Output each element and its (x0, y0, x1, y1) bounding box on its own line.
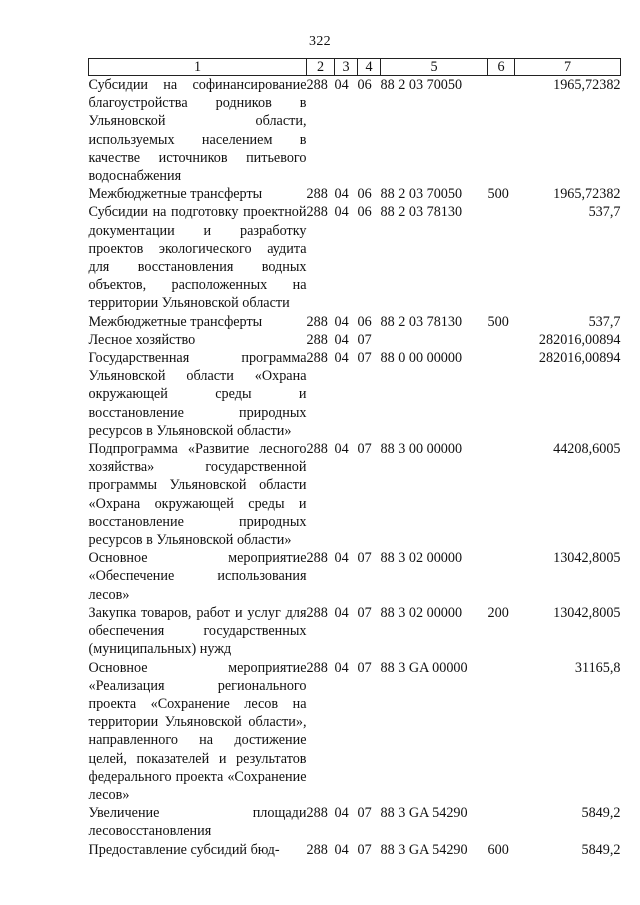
row-gr: 288 (306, 331, 328, 348)
row-vr (488, 549, 515, 604)
row-gr: 288 (306, 77, 328, 93)
row-sum: 13042,8005 (553, 604, 621, 621)
row-csr: 88 2 03 78130 (380, 313, 463, 330)
row-name: Лесное хозяйство (88, 331, 196, 348)
row-rz: 04 (334, 186, 349, 203)
row-rz: 04 (334, 604, 349, 621)
header-col-7: 7 (515, 59, 621, 76)
row-pr: 06 (357, 204, 372, 221)
row-csr: 88 2 03 78130 (380, 204, 463, 221)
row-vr: 500 (487, 313, 509, 330)
table-row (89, 185, 621, 203)
table-row (89, 659, 621, 805)
row-sum: 31165,8 (574, 659, 621, 676)
row-gr: 288 (306, 441, 328, 458)
table-row (89, 549, 621, 604)
row-vr: 500 (487, 186, 509, 203)
table-row (89, 76, 621, 186)
header-col-4: 4 (358, 59, 381, 76)
row-name: Государственная программа Ульяновской области «Охрана окружающей среды и восстановление природных ресурсов в Ульяновской области» (88, 350, 307, 439)
table-row (89, 331, 621, 349)
row-pr: 07 (357, 659, 372, 676)
table-row (89, 604, 621, 659)
row-rz: 04 (334, 659, 349, 676)
row-csr (381, 331, 488, 349)
row-name: Межбюджетные трансферты (88, 313, 263, 330)
row-rz: 04 (334, 313, 349, 330)
row-rz: 04 (334, 350, 349, 367)
row-vr (488, 203, 515, 312)
row-name: Увеличение площади лесовосстановления (88, 805, 307, 840)
row-gr: 288 (306, 604, 328, 621)
row-pr: 07 (357, 550, 372, 567)
row-sum: 1965,72382 (553, 77, 621, 93)
row-sum: 5849,2 (581, 805, 621, 822)
row-name: Закупка товаров, работ и услуг для обеспечения государственных (муниципальных) нужд (88, 604, 307, 658)
row-pr: 07 (357, 441, 372, 458)
table-row (89, 313, 621, 331)
header-col-2: 2 (307, 59, 335, 76)
row-rz: 04 (334, 331, 349, 348)
row-csr: 88 2 03 70050 (380, 77, 463, 93)
row-pr: 06 (357, 313, 372, 330)
row-gr: 288 (306, 313, 328, 330)
row-csr: 88 3 GA 54290 (380, 841, 468, 858)
row-csr: 88 3 02 00000 (380, 604, 463, 621)
row-csr: 88 3 00 00000 (380, 441, 463, 458)
table-row (89, 349, 621, 440)
header-col-6: 6 (488, 59, 515, 76)
row-name: Субсидии на софинансирование благоустройства родников в Ульяновской области, используемых населением в качестве источников питьевого водоснабжения (88, 77, 307, 185)
budget-table (88, 58, 621, 859)
row-pr: 06 (357, 186, 372, 203)
row-vr (488, 440, 515, 549)
row-vr: 200 (487, 604, 509, 621)
table-row (89, 804, 621, 840)
row-pr: 07 (357, 604, 372, 621)
row-vr (488, 659, 515, 805)
row-rz: 04 (334, 441, 349, 458)
row-name: Предоставление субсидий бюд- (88, 841, 280, 858)
row-name: Основное мероприятие «Реализация регионального проекта «Сохранение лесов на территории Ульяновской области», направленного на достижение целей, показателей и результатов федерального проекта «Сохранение лесов» (88, 659, 307, 803)
row-name: Межбюджетные трансферты (88, 186, 263, 203)
row-csr: 88 3 GA 54290 (380, 805, 468, 822)
row-pr: 07 (357, 350, 372, 367)
row-pr: 07 (357, 841, 372, 858)
row-csr: 88 0 00 00000 (380, 350, 463, 367)
row-sum: 537,7 (588, 313, 621, 330)
table-row (89, 841, 621, 859)
row-gr: 288 (306, 659, 328, 676)
row-gr: 288 (306, 805, 328, 822)
row-rz: 04 (334, 204, 349, 221)
row-vr (488, 76, 515, 186)
row-gr: 288 (306, 550, 328, 567)
table-row (89, 440, 621, 549)
table-row (89, 203, 621, 312)
row-rz: 04 (334, 805, 349, 822)
table-header-row (89, 59, 621, 76)
row-vr (488, 349, 515, 440)
row-sum: 13042,8005 (553, 550, 621, 567)
header-col-5: 5 (381, 59, 488, 76)
row-sum: 5849,2 (581, 841, 621, 858)
row-rz: 04 (334, 550, 349, 567)
row-rz: 04 (334, 841, 349, 858)
row-gr: 288 (306, 186, 328, 203)
row-gr: 288 (306, 841, 328, 858)
row-pr: 07 (357, 331, 372, 348)
row-rz: 04 (334, 77, 349, 93)
row-vr (488, 804, 515, 840)
row-gr: 288 (306, 204, 328, 221)
row-name: Основное мероприятие «Обеспечение использования лесов» (88, 550, 307, 603)
row-name: Подпрограмма «Развитие лесного хозяйства» государственной программы Ульяновской области «Охрана окружающей среды и восстановление природных ресурсов в Ульяновской области» (88, 441, 307, 549)
row-pr: 07 (357, 805, 372, 822)
row-sum: 44208,6005 (553, 441, 621, 458)
page-number: 322 (309, 34, 331, 49)
row-gr: 288 (306, 350, 328, 367)
header-col-1: 1 (89, 59, 307, 76)
row-sum: 282016,00894 (538, 350, 621, 367)
row-pr: 06 (357, 77, 372, 93)
header-col-3: 3 (335, 59, 358, 76)
row-sum: 537,7 (588, 204, 621, 221)
row-sum: 1965,72382 (553, 186, 621, 203)
row-csr: 88 2 03 70050 (380, 186, 463, 203)
row-csr: 88 3 GA 00000 (380, 659, 468, 676)
row-vr (488, 331, 515, 349)
row-vr: 600 (487, 841, 509, 858)
row-name: Субсидии на подготовку проектной документации и разработку проектов экологического аудита для восстановления водных объектов, расположенных на территории Ульяновской области (88, 204, 307, 312)
row-sum: 282016,00894 (538, 331, 621, 348)
row-csr: 88 3 02 00000 (380, 550, 463, 567)
